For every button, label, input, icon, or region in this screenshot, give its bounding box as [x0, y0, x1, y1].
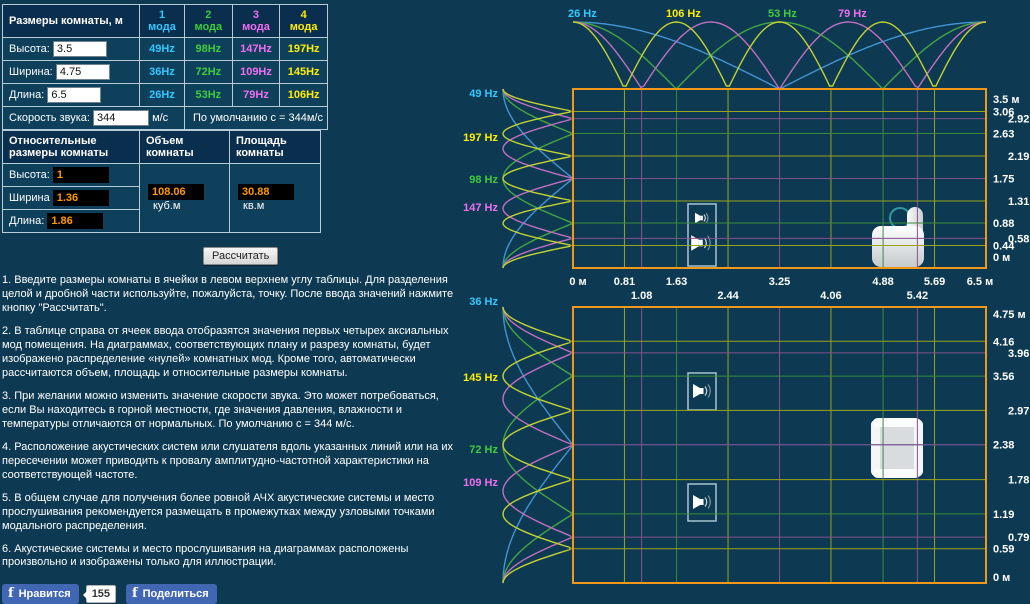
mode-1-header: 1 мода	[140, 5, 185, 38]
volume-value: 108.06	[148, 184, 204, 200]
listener-backrest	[907, 207, 923, 257]
svg-text:106 Hz: 106 Hz	[666, 8, 701, 20]
svg-text:1.75: 1.75	[993, 173, 1015, 186]
area-unit: кв.м	[243, 200, 265, 212]
svg-text:0.81: 0.81	[613, 276, 636, 288]
fb-share-button[interactable]	[126, 584, 217, 604]
length-mode4-freq: 106Hz	[280, 84, 328, 107]
facebook-icon: f	[132, 586, 138, 602]
svg-text:3.56: 3.56	[993, 371, 1015, 384]
table-row	[3, 61, 328, 84]
speed-unit: м/с	[152, 111, 169, 124]
instruction-5: 5. В общем случае для получения более ровной АЧХ акустические системы и место прослушивания рекомендуется размещать в промежутках между узловыми точками модального распределения.	[2, 491, 435, 532]
svg-text:3.25: 3.25	[768, 276, 791, 288]
length-mode1-freq: 26Hz	[140, 84, 185, 107]
svg-text:49 Hz: 49 Hz	[469, 88, 498, 100]
svg-text:1.78: 1.78	[1008, 474, 1030, 487]
svg-text:2.38: 2.38	[993, 439, 1015, 452]
fb-share-label: Поделиться	[142, 587, 209, 600]
room-objects	[688, 204, 924, 521]
svg-text:72 Hz: 72 Hz	[469, 444, 498, 456]
volume-header: Объем комнаты	[140, 131, 230, 164]
speed-input[interactable]	[93, 110, 149, 126]
svg-text:2.92: 2.92	[1008, 113, 1030, 126]
length-mode2-freq: 53Hz	[185, 84, 233, 107]
svg-text:53 Hz: 53 Hz	[768, 8, 797, 20]
height-label: Высота:	[9, 42, 50, 55]
room-outlines	[573, 89, 986, 583]
instruction-2: 2. В таблице справа от ячеек ввода отобразятся значения первых четырех аксиальных мод помещения. На диаграммах, соответствующих плану и разрезу комнаты, будет изображено распределение «нулей» комнатных мод. Кроме того, автоматически рассчитаются объем, площадь и относительные размеры комнаты.	[2, 324, 449, 379]
instruction-1: 1. Введите размеры комнаты в ячейки в левом верхнем углу таблицы. Для разделения целой и дробной части используйте, пожалуйста, точку. После ввода значений нажмите кнопку "Рассчитать".	[2, 274, 454, 314]
speaker-cabinet	[688, 204, 716, 266]
room-plan-outline	[573, 307, 986, 583]
width-mode1-freq: 36Hz	[140, 61, 185, 84]
svg-text:109 Hz: 109 Hz	[463, 477, 498, 489]
length-input[interactable]	[47, 87, 101, 103]
svg-text:79 Hz: 79 Hz	[838, 8, 867, 20]
instruction-6: 6. Акустические системы и место прослушивания на диаграммах расположены произвольно и изображены только для иллюстрации.	[2, 542, 409, 569]
svg-text:1.31: 1.31	[1008, 196, 1030, 209]
calculate-button[interactable]: Рассчитать	[203, 247, 278, 265]
height-mode4-freq: 197Hz	[280, 38, 328, 61]
instruction-3: 3. При желании можно изменить значение скорости звука. Это может потребоваться, если Вы находитесь в горной местности, где значения давления, влажности и температуры отличаются от нормальных. По умолчанию с = 344 м/с.	[2, 389, 439, 430]
speaker-cabinet	[688, 373, 716, 410]
svg-text:0 м: 0 м	[569, 276, 587, 288]
svg-text:2.97: 2.97	[1008, 405, 1030, 418]
calculator-panel	[2, 4, 468, 604]
rel-height-value: 1	[53, 167, 109, 183]
width-mode2-freq: 72Hz	[185, 61, 233, 84]
svg-text:4.06: 4.06	[820, 290, 842, 302]
svg-text:145 Hz: 145 Hz	[463, 372, 498, 384]
speed-default-note: По умолчанию с = 344м/с	[185, 107, 328, 130]
svg-text:197 Hz: 197 Hz	[463, 132, 498, 144]
svg-text:6.5 м: 6.5 м	[966, 276, 994, 288]
svg-text:1.63: 1.63	[665, 276, 688, 288]
table-row	[3, 164, 321, 187]
svg-text:5.69: 5.69	[923, 276, 946, 288]
svg-text:0.44: 0.44	[993, 240, 1015, 253]
svg-text:2.44: 2.44	[717, 290, 739, 302]
rel-length-label: Длина:	[9, 214, 45, 227]
speaker-icon	[693, 495, 710, 509]
mode-2-header: 2 мода	[185, 5, 233, 38]
rel-width-value: 1.36	[53, 190, 109, 206]
axis-labels	[463, 8, 1029, 584]
svg-text:0 м: 0 м	[993, 572, 1011, 584]
speed-label: Скорость звука:	[9, 111, 90, 124]
svg-text:3.5 м: 3.5 м	[993, 94, 1020, 106]
fb-like-label: Нравится	[18, 587, 71, 600]
fb-like-button[interactable]	[2, 584, 79, 604]
mode-3-header: 3 мода	[232, 5, 280, 38]
modes-table	[2, 4, 328, 130]
relative-sizes-header: Относительные размеры комнаты	[3, 131, 140, 164]
svg-text:98 Hz: 98 Hz	[469, 174, 498, 186]
listener-head	[890, 208, 910, 228]
width-mode4-freq: 145Hz	[280, 61, 328, 84]
node-gridlines	[570, 89, 986, 583]
height-mode1-freq: 49Hz	[140, 38, 185, 61]
volume-unit: куб.м	[153, 200, 181, 212]
height-input[interactable]	[53, 41, 107, 57]
svg-text:1.19: 1.19	[993, 508, 1015, 521]
facebook-icon: f	[8, 586, 14, 602]
speaker-icon	[691, 235, 710, 250]
svg-text:26 Hz: 26 Hz	[568, 8, 597, 20]
mode-4-header: 4 мода	[280, 5, 328, 38]
svg-text:1.08: 1.08	[630, 290, 653, 302]
svg-text:4.75 м: 4.75 м	[993, 309, 1026, 321]
length-mode3-freq: 79Hz	[232, 84, 280, 107]
relative-sizes-table	[2, 130, 321, 233]
svg-text:147 Hz: 147 Hz	[463, 202, 498, 214]
svg-text:3.96: 3.96	[1008, 347, 1030, 360]
facebook-row	[2, 584, 468, 604]
speaker-cabinet	[688, 484, 716, 521]
length-label: Длина:	[9, 88, 45, 101]
svg-text:3.06: 3.06	[993, 106, 1015, 119]
instruction-4: 4. Расположение акустических систем или слушателя вдоль указанных линий или на их пересечении может приводить к провалу амплитудно-частотной характеристики на соответствующей частоте.	[2, 440, 453, 481]
svg-text:4.88: 4.88	[872, 276, 894, 288]
svg-text:2.63: 2.63	[993, 128, 1015, 141]
svg-text:0.59: 0.59	[993, 543, 1015, 556]
table-row	[3, 84, 328, 107]
width-mode3-freq: 109Hz	[232, 61, 280, 84]
mode-curves	[503, 22, 986, 583]
svg-text:0.88: 0.88	[993, 217, 1015, 230]
width-label: Ширина:	[9, 65, 53, 78]
svg-text:36 Hz: 36 Hz	[469, 296, 498, 308]
rel-length-value: 1.86	[47, 213, 103, 229]
listener-armchair	[871, 418, 923, 478]
rel-width-label: Ширина	[9, 191, 50, 204]
svg-text:0 м: 0 м	[993, 252, 1011, 264]
area-value: 30.88	[238, 184, 294, 200]
speaker-icon	[695, 213, 708, 224]
svg-text:0.58: 0.58	[1008, 233, 1030, 246]
width-input[interactable]	[56, 64, 110, 80]
svg-text:5.42: 5.42	[906, 290, 929, 302]
modes-table-title: Размеры комнаты, м	[3, 5, 140, 38]
listener-sofa	[872, 226, 924, 267]
fb-like-count: 155	[86, 585, 116, 603]
svg-text:2.19: 2.19	[1008, 150, 1030, 163]
area-header: Площадь комнаты	[230, 131, 321, 164]
svg-text:4.16: 4.16	[993, 336, 1015, 349]
instructions	[2, 274, 466, 570]
table-row	[3, 38, 328, 61]
height-mode2-freq: 98Hz	[185, 38, 233, 61]
height-mode3-freq: 147Hz	[232, 38, 280, 61]
svg-text:0.79: 0.79	[1008, 532, 1030, 545]
room-section-outline	[573, 89, 986, 268]
rel-height-label: Высота:	[9, 168, 50, 181]
speaker-icon	[693, 384, 710, 398]
